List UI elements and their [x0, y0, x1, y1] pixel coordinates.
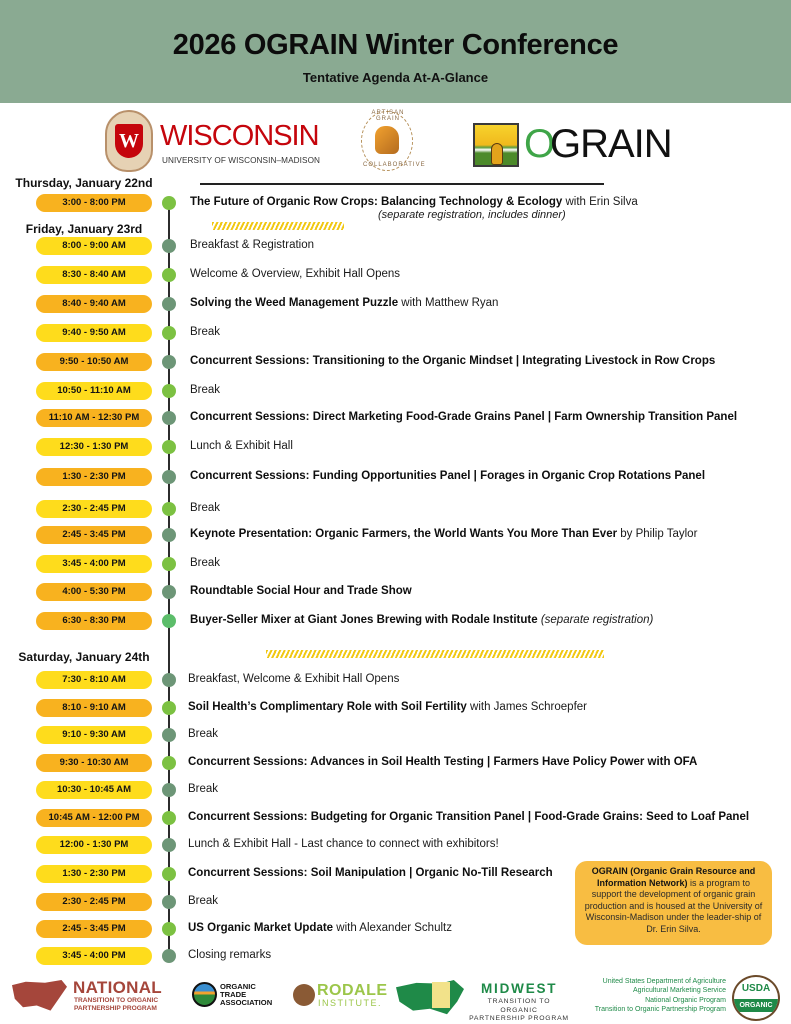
time-pill: 3:00 - 8:00 PM — [36, 194, 152, 212]
footer-logos — [0, 970, 791, 1024]
thursday-note: (separate registration, includes dinner) — [378, 209, 566, 221]
timeline-dot-icon — [162, 756, 176, 770]
agenda-item-title: Concurrent Sessions: Soil Manipulation | Organic No-Till Research — [188, 867, 553, 879]
agenda-item-text: Break — [190, 384, 221, 396]
uw-shield: W — [115, 124, 143, 158]
agenda-item-title: Roundtable Social Hour and Trade Show — [190, 585, 412, 597]
agenda-item-title: Concurrent Sessions: Direct Marketing Food-Grade Grains Panel | Farm Ownership Transition Panel — [190, 411, 738, 423]
page-subtitle: Tentative Agenda At-A-Glance — [302, 70, 489, 85]
midwest-title: MIDWEST — [481, 981, 558, 996]
agenda-item — [188, 783, 218, 795]
time-pill: 9:40 - 9:50 AM — [36, 324, 152, 342]
usda-seal-bottom: ORGANIC — [734, 999, 778, 1012]
agenda-item — [190, 470, 705, 482]
usda-organic-seal-icon — [732, 975, 780, 1021]
agenda-item — [190, 557, 220, 569]
time-pill: 4:00 - 5:30 PM — [36, 583, 152, 601]
usda-line1: United States Department of Agriculture — [602, 978, 726, 985]
timeline-dot-icon — [162, 673, 176, 687]
agenda-item-text: Break — [188, 783, 219, 795]
corn-icon — [491, 143, 503, 165]
usda-text — [560, 977, 726, 1014]
midwest-sub — [469, 998, 569, 1024]
agenda-item — [188, 838, 499, 850]
timeline-dot-icon — [162, 922, 176, 936]
agenda-item-text: Break — [190, 502, 221, 514]
grain-hand-icon — [375, 126, 399, 154]
agenda-item — [190, 239, 314, 251]
timeline-dot-icon — [162, 196, 176, 210]
agc-top-text: ARTISAN GRAIN — [371, 110, 405, 122]
us-map-icon — [12, 980, 67, 1014]
time-pill: 7:30 - 8:10 AM — [36, 671, 152, 689]
sponsor-logos — [0, 104, 791, 176]
hatched-divider — [266, 650, 604, 658]
timeline-dot-icon — [162, 867, 176, 881]
uw-madison-logo — [105, 110, 327, 172]
rodale-sub: INSTITUTE. — [318, 998, 382, 1008]
time-pill: 10:50 - 11:10 AM — [36, 382, 152, 400]
timeline-dot-icon — [162, 701, 176, 715]
time-pill: 1:30 - 2:30 PM — [36, 468, 152, 486]
artisan-grain-logo — [361, 108, 426, 174]
agenda-item-text: Break — [190, 326, 221, 338]
day-heading-saturday: Saturday, January 24th — [18, 650, 150, 664]
time-pill: 9:30 - 10:30 AM — [36, 754, 152, 772]
timeline-dot-icon — [162, 585, 176, 599]
time-pill: 8:10 - 9:10 AM — [36, 699, 152, 717]
agenda-item-note: (separate registration) — [537, 614, 654, 626]
agenda-item — [190, 528, 697, 540]
timeline-dot-icon — [162, 239, 176, 253]
agenda-item — [188, 867, 553, 879]
uw-crest-icon — [105, 110, 153, 172]
usda-line4: Transition to Organic Partnership Program — [594, 1005, 726, 1013]
timeline-dot-icon — [162, 440, 176, 454]
agenda-item-text: Break — [188, 728, 219, 740]
agenda-item-text: by Philip Taylor — [617, 528, 698, 540]
infobox-text: is a program to support the development of organic grain production and is housed at the University of Wisconsin-Madison under the leader-ship of Dr. Erin Silva. — [584, 877, 763, 934]
time-pill: 3:45 - 4:00 PM — [36, 947, 152, 965]
hatched-divider — [212, 222, 344, 230]
agenda-item-title: Buyer-Seller Mixer at Giant Jones Brewing with Rodale Institute — [190, 614, 538, 626]
agenda-item-text: with Matthew Ryan — [398, 297, 499, 309]
agenda-item — [190, 440, 293, 452]
agenda-item — [190, 502, 220, 514]
agenda-item — [188, 949, 271, 961]
timeline-dot-icon — [162, 470, 176, 484]
agenda-item-text: Breakfast, Welcome & Exhibit Hall Opens — [188, 673, 400, 685]
agenda-item — [190, 196, 638, 208]
ograin-logo — [473, 120, 672, 170]
agenda-item — [190, 614, 653, 626]
agenda-item-title: The Future of Organic Row Crops: Balancing Technology & Ecology — [190, 196, 563, 208]
midwest-map-icon — [396, 980, 464, 1016]
time-pill: 12:00 - 1:30 PM — [36, 836, 152, 854]
time-pill: 8:30 - 8:40 AM — [36, 266, 152, 284]
agenda-item — [188, 673, 399, 685]
time-pill: 9:50 - 10:50 AM — [36, 353, 152, 371]
agenda-item-title: Solving the Weed Management Puzzle — [190, 297, 399, 309]
timeline-dot-icon — [162, 326, 176, 340]
ograin-logo-text: GRAIN — [550, 122, 672, 166]
ntop-title: NATIONAL — [73, 978, 162, 997]
agenda-item — [188, 701, 587, 713]
agenda-item-text: Break — [188, 895, 219, 907]
ntop-sub — [74, 997, 158, 1013]
agenda-item — [188, 728, 218, 740]
agenda-item — [190, 297, 498, 309]
infobox-bold: OGRAIN (Organic Grain Resource and Information Network) — [591, 866, 756, 888]
agenda-item-text: with James Schroepfer — [466, 701, 587, 713]
ota-line2: TRADE — [220, 990, 247, 1000]
day-heading-thursday: Thursday, January 22nd — [15, 176, 153, 190]
timeline-dot-icon — [162, 783, 176, 797]
agenda-item-text: Lunch & Exhibit Hall - Last chance to connect with exhibitors! — [188, 838, 499, 850]
usda-seal-top: USDA — [741, 983, 771, 994]
usda-line3: National Organic Program — [645, 996, 726, 1004]
time-pill: 2:45 - 3:45 PM — [36, 920, 152, 938]
rodale-title: RODALE — [317, 982, 388, 999]
time-pill: 1:30 - 2:30 PM — [36, 865, 152, 883]
agenda-item — [190, 384, 220, 396]
timeline-dot-icon — [162, 895, 176, 909]
ograin-info-box — [575, 861, 772, 945]
agenda-item — [188, 922, 452, 934]
divider-line — [200, 183, 604, 185]
agenda-item-text: Break — [190, 557, 221, 569]
agenda-item-title: Keynote Presentation: Organic Farmers, the World Wants You More Than Ever — [190, 528, 618, 540]
agenda-item-text: with Erin Silva — [562, 196, 638, 208]
rodale-seedling-icon — [293, 984, 315, 1006]
ntop-line2: PARTNERSHIP PROGRAM — [74, 1005, 157, 1012]
agenda-item-title: Concurrent Sessions: Advances in Soil Health Testing | Farmers Have Policy Power with OFA — [188, 756, 698, 768]
agenda-item — [190, 355, 715, 367]
timeline-dot-icon — [162, 811, 176, 825]
usda-line2: Agricultural Marketing Service — [633, 987, 726, 995]
agenda-item-text: Welcome & Overview, Exhibit Hall Opens — [190, 268, 401, 280]
time-pill: 2:45 - 3:45 PM — [36, 526, 152, 544]
timeline-dot-icon — [162, 297, 176, 311]
time-pill: 10:30 - 10:45 AM — [36, 781, 152, 799]
agenda-item-text: Breakfast & Registration — [190, 239, 315, 251]
agc-bottom-text: COLLABORATIVE — [363, 162, 426, 168]
midwest-line1: TRANSITION TO ORGANIC — [487, 998, 551, 1014]
ntop-line1: TRANSITION TO ORGANIC — [74, 997, 159, 1004]
time-pill: 11:10 AM - 12:30 PM — [36, 409, 152, 427]
timeline-dot-icon — [162, 502, 176, 516]
time-pill: 6:30 - 8:30 PM — [36, 612, 152, 630]
ota-line1: ORGANIC — [220, 982, 256, 991]
timeline-dot-icon — [162, 728, 176, 742]
corn-sunrise-icon — [473, 123, 519, 167]
agenda-item-text: Lunch & Exhibit Hall — [190, 440, 293, 452]
agenda-item — [190, 326, 220, 338]
timeline-dot-icon — [162, 838, 176, 852]
time-pill: 8:40 - 9:40 AM — [36, 295, 152, 313]
midwest-region-highlight — [432, 982, 450, 1008]
time-pill: 9:10 - 9:30 AM — [36, 726, 152, 744]
timeline-dot-icon — [162, 614, 176, 628]
timeline-dot-icon — [162, 355, 176, 369]
time-pill: 3:45 - 4:00 PM — [36, 555, 152, 573]
agenda-item — [188, 895, 218, 907]
time-pill: 12:30 - 1:30 PM — [36, 438, 152, 456]
timeline-dot-icon — [162, 949, 176, 963]
ota-logo-text — [220, 983, 272, 1008]
midwest-line2: PARTNERSHIP PROGRAM — [469, 1015, 569, 1022]
agenda-item — [188, 756, 697, 768]
agenda-item — [190, 268, 400, 280]
agenda-item-title: Concurrent Sessions: Funding Opportunities Panel | Forages in Organic Crop Rotations Panel — [190, 470, 706, 482]
time-pill: 2:30 - 2:45 PM — [36, 500, 152, 518]
timeline-dot-icon — [162, 411, 176, 425]
timeline-dot-icon — [162, 528, 176, 542]
page-title: 2026 OGRAIN Winter Conference — [172, 29, 619, 61]
agenda-item — [190, 585, 412, 597]
timeline-dot-icon — [162, 557, 176, 571]
uw-logo-name: WISCONSIN — [160, 120, 319, 152]
time-pill: 8:00 - 9:00 AM — [36, 237, 152, 255]
agenda-item-title: Soil Health’s Complimentary Role with Soil Fertility — [188, 701, 467, 713]
agenda-item-title: Concurrent Sessions: Transitioning to the Organic Mindset | Integrating Livestock in Row Crops — [190, 355, 716, 367]
agenda-item — [188, 811, 749, 823]
time-pill: 2:30 - 2:45 PM — [36, 893, 152, 911]
agenda-item-title: US Organic Market Update — [188, 922, 334, 934]
agenda-item — [190, 411, 737, 423]
timeline-dot-icon — [162, 268, 176, 282]
agenda-item-text: Closing remarks — [188, 949, 272, 961]
ograin-logo-o: O — [524, 122, 555, 166]
agenda-item-title: Concurrent Sessions: Budgeting for Organic Transition Panel | Food-Grade Grains: Seed to Loaf Panel — [188, 811, 750, 823]
timeline-dot-icon — [162, 384, 176, 398]
agenda-item-text: with Alexander Schultz — [333, 922, 452, 934]
header-banner — [0, 0, 791, 103]
day-heading-friday: Friday, January 23rd — [25, 222, 143, 236]
uw-logo-sub: UNIVERSITY OF WISCONSIN–MADISON — [162, 156, 321, 165]
ota-globe-icon — [192, 982, 217, 1007]
time-pill: 10:45 AM - 12:00 PM — [36, 809, 152, 827]
ota-line3: ASSOCIATION — [220, 998, 273, 1008]
